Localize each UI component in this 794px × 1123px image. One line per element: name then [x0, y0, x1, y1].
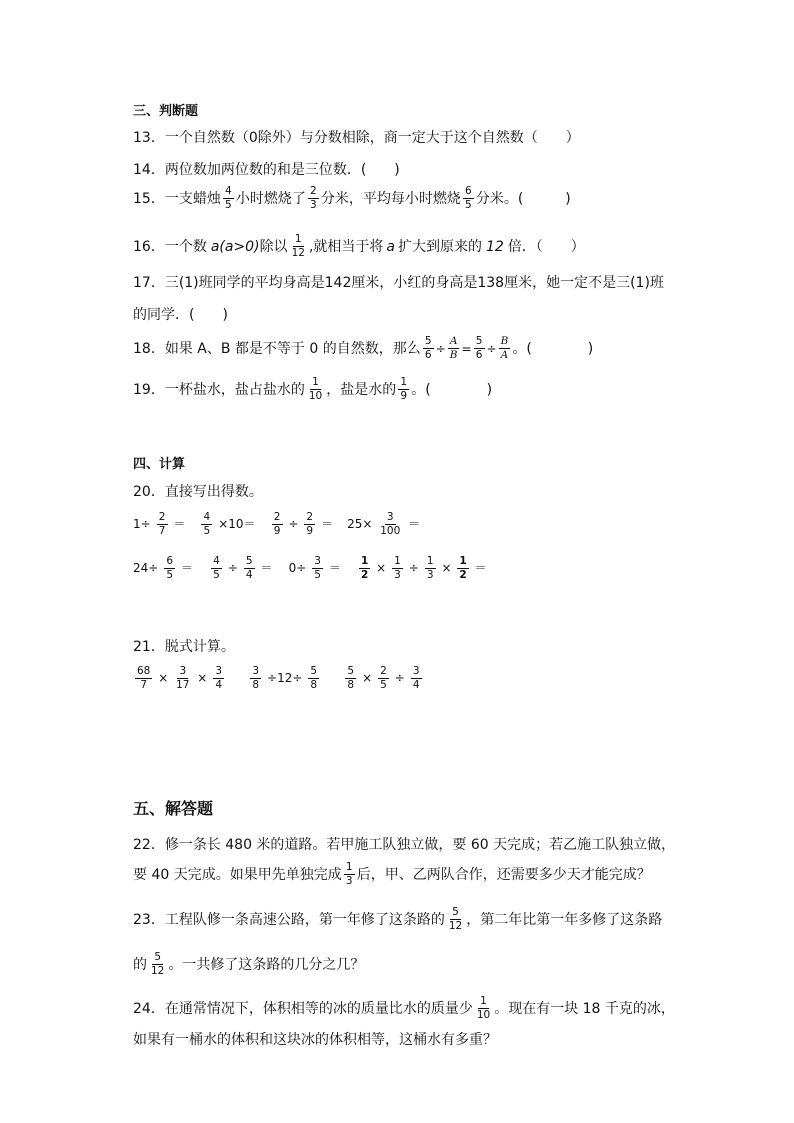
question-17-line-1: 17．三(1)班同学的平均身高是142厘米，小红的身高是138厘米，她一定不是三(1)班	[133, 275, 664, 291]
expression: $\frac{68}{7}$ × $\frac{3}{17}$ × $\frac{3}{4}$	[133, 666, 226, 691]
fraction: 1 10	[476, 995, 491, 1022]
fraction: 1 12	[291, 233, 305, 260]
fraction: $\frac{3}{4}$	[213, 666, 224, 691]
fraction: $\frac{1}{2}$	[360, 555, 369, 582]
expression: $\frac{5}{8}$ × $\frac{2}{5}$ ÷ $\frac{3}{4}$	[343, 666, 423, 691]
fraction: $\frac{1}{3}$	[392, 556, 403, 581]
fraction: 5 12	[448, 906, 463, 933]
fraction: 1 3	[344, 862, 355, 887]
question-18: 18．如果 A、B 都是不等于 0 的自然数，那么 $\frac{5}{6}$ ÷ $\frac{A}{B}$ = $\frac{5}{6}$ ÷ $\frac{B}{A}$ 。( )	[133, 335, 594, 362]
fraction: $\frac{5}{8}$	[308, 666, 319, 691]
expression: $\frac{4}{5}$ ×10＝	[199, 512, 255, 537]
question-13: 13．一个自然数（0除外）与分数相除，商一定大于这个自然数（ ）	[133, 130, 580, 146]
fraction: $\frac{3}{5}$	[312, 556, 323, 581]
expression: 1÷ $\frac{2}{7}$ ＝	[133, 511, 186, 538]
question-17-line-2: 的同学．( )	[133, 307, 228, 323]
fraction: 1 10	[308, 376, 323, 403]
fraction: $\frac{2}{9}$	[272, 512, 283, 537]
fraction: $\frac{4}{5}$	[211, 556, 222, 581]
question-15: 15．一支蜡烛 4 5 小时燃烧了 2 3 分米，平均每小时燃烧 6 5 分米。( )	[133, 185, 571, 212]
question-16: 16．一个数 a(a>0) 除以 1 12 ,就相当于将 a 扩大到原来的 12 倍．（ ）	[133, 233, 585, 260]
question-22-line-2: 要 40 天完成。如果甲先单独完成 1 3 后，甲、乙两队合作，还需要多少天才能完成？	[133, 861, 651, 888]
fraction: $\frac{5}{6}$	[423, 336, 434, 361]
question-14: 14．两位数加两位数的和是三位数．( )	[133, 162, 400, 178]
question-23-line-1: 23．工程队修一条高速公路，第一年修了这条路的 5 12 ，第二年比第一年多修了这条路	[133, 906, 663, 933]
fraction: $\frac{3}{100}$	[380, 511, 401, 538]
question-21: 21．脱式计算。	[133, 639, 235, 655]
calc-row-3	[133, 666, 424, 691]
fraction: 6 5	[463, 186, 474, 211]
expression: $\frac{3}{8}$ ÷12÷ $\frac{5}{8}$	[248, 666, 321, 691]
fraction: $\frac{1}{2}$	[459, 555, 467, 582]
fraction: $\frac{5}{8}$	[345, 666, 356, 691]
fraction: $\frac{2}{7}$	[157, 512, 168, 537]
fraction: $\frac{A}{B}$	[449, 335, 458, 362]
fraction: $\frac{6}{5}$	[164, 556, 175, 581]
calc-row-2	[133, 556, 487, 581]
question-19: 19．一杯盐水，盐占盐水的 1 10 ，盐是水的 1 9 。( )	[133, 376, 493, 403]
fraction: $\frac{2}{9}$	[304, 512, 315, 537]
fraction: $\frac{5}{6}$	[474, 336, 485, 361]
fraction: $\frac{3}{4}$	[411, 666, 422, 691]
question-24-line-1: 24．在通常情况下，体积相等的冰的质量比水的质量少 1 10 。现在有一块 18 千克的冰，	[133, 995, 675, 1022]
question-23-line-2: 的 5 12 。一共修了这条路的几分之几？	[133, 951, 365, 978]
expression: 25× $\frac{3}{100}$ ＝	[347, 511, 421, 538]
section-5-title: 五、解答题	[133, 799, 214, 818]
fraction: $\frac{4}{5}$	[201, 512, 212, 537]
expression: $\frac{2}{9}$ ÷ $\frac{2}{9}$ ＝	[270, 512, 334, 537]
section-3-title: 三、判断题	[133, 104, 199, 119]
fraction: $\frac{3}{17}$	[176, 665, 190, 692]
fraction: $\frac{B}{A}$	[500, 335, 509, 362]
question-24-line-2: 如果有一桶水的体积和这块冰的体积相等，这桶水有多重？	[133, 1032, 497, 1048]
fraction: $\frac{68}{7}$	[137, 665, 151, 692]
expression: 24÷ $\frac{6}{5}$ ＝	[133, 555, 193, 582]
fraction: 2 3	[308, 186, 319, 211]
fraction: $\frac{5}{4}$	[244, 556, 255, 581]
question-22-line-1: 22．修一条长 480 米的道路。若甲施工队独立做，要 60 天完成；若乙施工队独立做，	[133, 837, 676, 853]
fraction: $\frac{3}{8}$	[250, 666, 261, 691]
question-20: 20．直接写出得数。	[133, 484, 263, 500]
fraction: $\frac{1}{3}$	[425, 556, 436, 581]
fraction: 5 12	[151, 951, 165, 978]
fraction: 4 5	[223, 186, 234, 211]
fraction: 1 9	[398, 377, 409, 402]
expression: 0÷ $\frac{3}{5}$ ＝	[288, 555, 341, 582]
calc-row-1	[133, 512, 420, 537]
section-4-title: 四、计算	[133, 457, 186, 472]
expression: $\frac{4}{5}$ ÷ $\frac{5}{4}$ ＝	[209, 556, 273, 581]
fraction: $\frac{2}{5}$	[378, 666, 389, 691]
expression: $\frac{1}{2}$ × $\frac{1}{3}$ ÷ $\frac{1}{3}$ × $\frac{1}{2}$ ＝	[360, 555, 487, 582]
